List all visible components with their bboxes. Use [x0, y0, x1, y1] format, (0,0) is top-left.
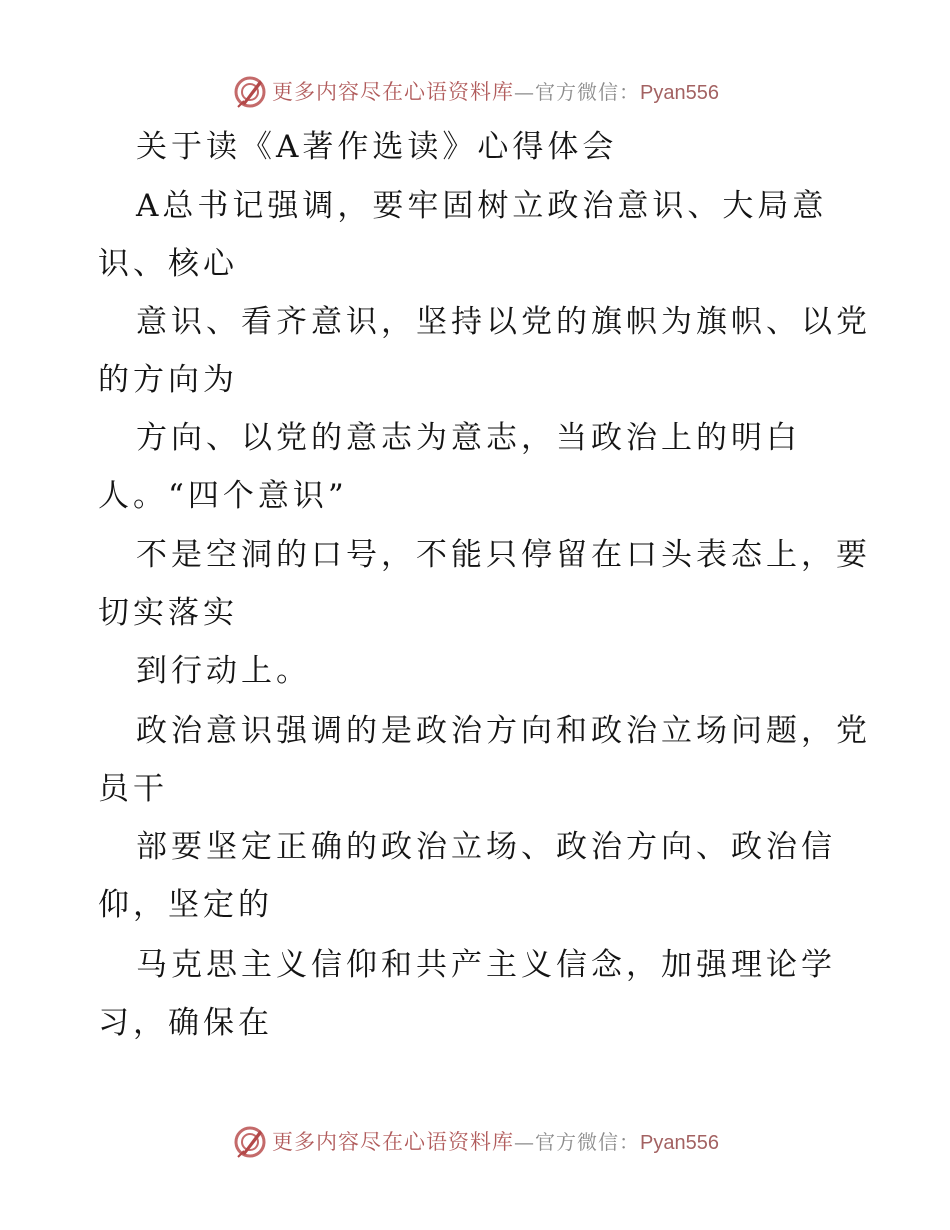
banner-wechat-id: Pyan556: [640, 1132, 719, 1154]
banner-text: [272, 78, 719, 107]
text-line: 马克思主义信仰和共产主义信念，加强理论学: [136, 947, 836, 983]
quill-logo-icon: [232, 1124, 268, 1160]
text-line: 习，确保在: [98, 1005, 273, 1041]
text-line: 切实落实: [98, 595, 238, 631]
banner-text: [272, 1128, 719, 1157]
text-line: 人。“四个意识”: [98, 478, 348, 514]
text-line: 意识、看齐意识，坚持以党的旗帜为旗帜、以党: [136, 304, 871, 340]
document-title: 关于读《A著作选读》心得体会: [136, 129, 618, 165]
text-line: 政治意识强调的是政治方向和政治立场问题，党: [136, 713, 871, 749]
footer-banner: [0, 1122, 950, 1162]
text-line: 员干: [98, 771, 168, 807]
text-line: 方向、以党的意志为意志，当政治上的明白: [136, 420, 801, 456]
banner-site-name: 更多内容尽在心语资料库: [272, 1130, 514, 1154]
text-line: 到行动上。: [136, 653, 311, 689]
banner-wechat-id: Pyan556: [640, 82, 719, 104]
text-line: 识、核心: [98, 246, 238, 282]
text-line: 仰，坚定的: [98, 887, 273, 923]
banner-dash: —: [514, 1130, 535, 1154]
quill-logo-icon: [232, 74, 268, 110]
banner-dash: —: [514, 80, 535, 104]
text-line: 不是空洞的口号，不能只停留在口头表态上，要: [136, 537, 871, 573]
banner-wechat-label: 官方微信：: [535, 1130, 640, 1154]
text-line: 部要坚定正确的政治立场、政治方向、政治信: [136, 829, 836, 865]
text-line: A总书记强调，要牢固树立政治意识、大局意: [136, 188, 828, 224]
text-line: 的方向为: [98, 362, 238, 398]
banner-wechat-label: 官方微信：: [535, 80, 640, 104]
header-banner: [0, 72, 950, 112]
banner-site-name: 更多内容尽在心语资料库: [272, 80, 514, 104]
